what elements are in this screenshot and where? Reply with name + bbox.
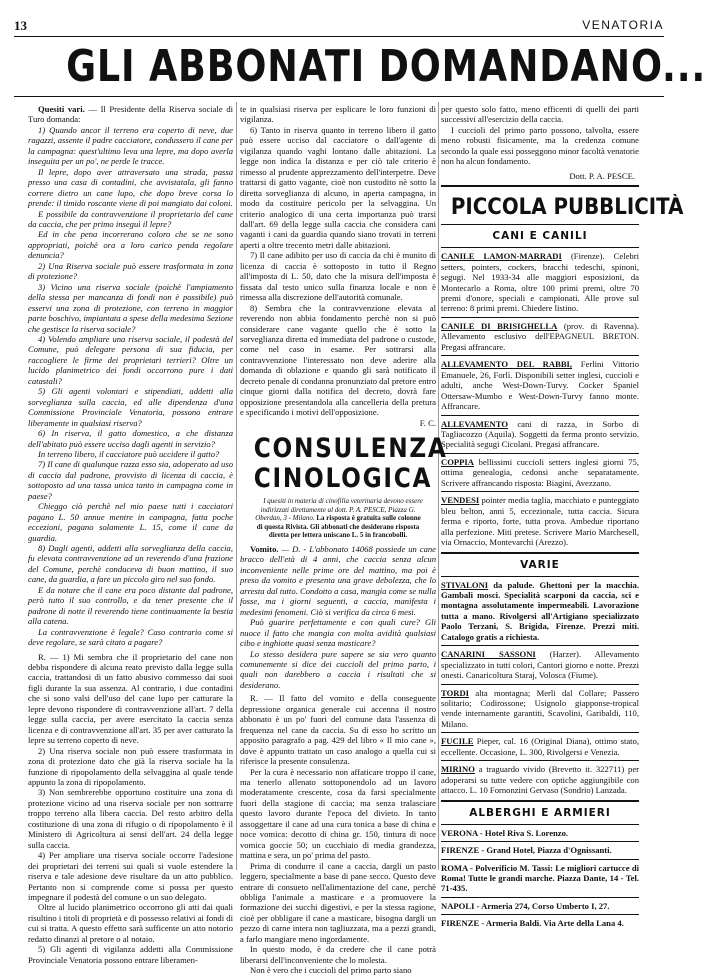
column-2	[240, 104, 448, 976]
classifieds-varie	[441, 580, 639, 796]
question-paragraph: 8) Dagli agenti, addetti alla sorveglianza della caccia, fu elevata contravvenzione ad un reverendo d'una frazione del Comune, perchè conduceva di buon mattino, il suo cane, da guardia, a fare un piccolo giro nel suo fondo.	[28, 543, 233, 585]
title-rule	[14, 96, 664, 97]
classifieds-alberghi	[441, 828, 639, 929]
question-paragraph: 1) Quando ancor il terreno era coperto di neve, due ragazzi, assente il padre cacciatore, condussero il cane per la campagna: quest'ultimo leva una lepre, ma dopo averla inseguita per un po', ne perde le tracce.	[28, 124, 233, 167]
question-paragraph: 7) Il cane di qualunque razza esso sia, adoperato ad uso di caccia dal padrone, provvisto di licenza di caccia, è sottoposto ad una tassa unica tanto in campagna come in paese?	[28, 459, 233, 501]
answer-list	[28, 652, 233, 966]
classified-ad: FIRENZE - Armeria Baldi. Via Arte della Lana 4.	[441, 918, 624, 929]
section-rule	[441, 552, 639, 554]
question-text: — D. - L'abbonato 14068 possiede un cane bracco dell'età di 4 anni, che caccia senza alcun inconveniente nelle prime ore del mattino, ma poi è preso da vomito e presenta una grave debolezza, che lo arresta dal tutto. Condotto a casa, mangia come se nulla fosse, ma i giorni seguenti, a caccia, manifesta i medesimi fenomeni. Ciò si verifica da circa 6 mesi.	[240, 544, 436, 617]
question-lead: Quesiti vari.	[38, 104, 85, 114]
section-rule	[441, 185, 639, 187]
question-paragraph: 3) Vicino una riserva sociale (poichè l'ampiamento della stessa per mancanza di fondi non è possibile) può esservi una zona di protezione, con terreno in maggior parte boschivo, impiantata a spese della medesima Sezione che gestisce la riserva sociale?	[28, 281, 233, 334]
answer-paragraph: Per la cura è necessario non affaticare troppo il cane, ma tenerlo allenato sottoponendolo ad un lavoro moderatamente crescente, cosa da farsi specialmente fuori della stagione di caccia; ma senza tralasciare questo lavoro durante l'epoca del divieto. In tanto assoggettare il cane ad una cura tonica a base di china e noce vomica: decotto di china gr. 150, tintura di noce vomica goccie 50; un cucchiaio di media grandezza, mattina e sera, un po' prima del pasto.	[240, 766, 436, 861]
classified-ad: ROMA - Polverificio M. Tassi: Le migliori cartucce di Roma! Tutte le grandi marche. Piazza Dante, 14 - Tel. 71-435.	[441, 862, 639, 894]
question-paragraph: Il lepre, dopo aver attraversato una strada, passa presso una casa di contadini, che avvistatala, gli fanno correre dietro un cane lupo, che dopo breve corsa lo prende: il timido roscante viene di poi mangiato dai coloni.	[28, 166, 233, 209]
classified-ad: FIRENZE - Grand Hotel, Piazza d'Ognissanti.	[441, 845, 612, 856]
question-paragraph: Lo stesso desidera pure sapere se sia vero quanto comunemente si dice dei cuccioli del primo parto, i quali non darebbero a caccia i risultati che si desiderano.	[240, 648, 436, 690]
consulenza-heading	[240, 433, 448, 540]
answer-paragraph: I cuccioli del primo parto possono, talvolta, essere meno robusti fisicamente, ma la credenza comune secondo la quale essi posseggono minor facoltà venatorie non ha alcun fondamento.	[441, 124, 639, 167]
question-paragraph: 6) In riserva, il gatto domestico, a che distanza dell'abitato può essere ucciso dagli agenti in servizio?	[28, 428, 233, 449]
section-heading-alberghi: ALBERGHI E ARMIERI	[469, 806, 611, 819]
answer-paragraph: R. — 1) Mi sembra che il proprietario del cane non debba rispondere di alcuna reato previsto dalla legge sulla caccia, trattandosi di un fatto abusivo commesso dai suoi figli durante la sua assenza. Al contrario, i due contadini che si sono valsi dell'uso del cane lupo per catturare la lepre devono rispondere di contravvenzione all'art. 7 della legge sulla caccia, per avere esercitato la caccia senza licenza e di contravvenzione all'art. 35 per aver catturato la lepre su terreno coperto di neve.	[28, 651, 233, 746]
classified-ad: VENDESI pointer media taglia, macchiato e punteggiato bleu belton, anni 5, eccezionale, tutta caccia. Sicura ferma e riporto, forte, tutta prova. Ambedue riportano alla perfezione. Miti pretese. Scrivere Mario Marchesell, via Ornaccio, Montevarchi (Arezzo).	[441, 495, 639, 548]
classified-ad: MIRINO a traguardo vivido (Brevetto it. 322711) per adoperarsi su tutte vedere con optiche aggiungibile con attacco. L. 10 Fornonzini Gervaso (Sondrio) Lanzada.	[441, 764, 639, 796]
answer-paragraph: 5) Gli agenti di vigilanza addetti alla Commissione Provinciale Venatoria possono entrare liberamen-	[28, 944, 233, 965]
question-paragraph: Ed in che pena incorrerano coloro che se ne sono appropriati, poichè ora a loro carico penda regolare denuncia?	[28, 229, 233, 261]
answer-paragraph: te in qualsiasi riserva per esplicare le loro funzioni di vigilanza.	[240, 104, 436, 125]
column-3	[441, 104, 684, 929]
answer-paragraph: Prima di condurre il cane a caccia, dargli un pasto leggero, specialmente a base di pane secco. Questo deve entrare di consueto nell'alimentazione del cane, perchè obbliga l'animale a masticare e a promuovere la formazione dei succhi digestivi, e per la stessa ragione, cioè per obbligare il cane a masticare, bisogna dargli un pezzo di carne intera non tagliuzzata, ma a pezzi grandi, a farlo mangiare meno ingordamente.	[240, 860, 436, 944]
question-list	[28, 125, 233, 648]
answer-paragraph: per questo solo fatto, meno efficenti di quelli dei parti successivi all'esercizio della caccia.	[441, 104, 639, 125]
section-rule	[441, 800, 639, 802]
column-divider	[438, 102, 439, 870]
classified-ad: CANILE LAMON-MARRADI (Firenze). Celebri setters, pointers, cockers, bracchi tedeschi, spinoni, segugi. Nel 1933-34 alle maggiori esposizioni, da Montecarlo a Roma, oltre 100 primi premi, oltre 70 premi d'onore, speciali e campionati. Alle prove sul terreno: 8 primi premi. Chiedere listino.	[441, 251, 639, 314]
question-paragraph: Può guarire perfettamente e con quali cure? Gli nuoce il fatto che mangia con molta avidità qualsiasi cibo e inghiotte quasi senza masticare?	[240, 617, 436, 649]
section-heading-cani: CANI E CANILI	[492, 230, 588, 243]
consulenza-note: I quesiti in materia di cinofilia veterinaria devono essere indirizzati direttamente al dott. P. A. PESCE, Piazza G. Oberdan, 3 - Milano. La risposta è gratuita sulle colonne di questa Rivista. Gli abbonati che desiderano risposta diretta per lettera uniscano L. 5 in francobolli.	[255, 497, 423, 540]
classifieds-title: PICCOLA PUBBLICITÀ	[450, 195, 684, 221]
answer-paragraph: In questo modo, è da credere che il cane potrà liberarsi dell'inconveniente che lo molesta.	[240, 944, 436, 965]
magazine-name: VENATORIA	[582, 18, 664, 32]
signature: Dott. P. A. PESCE.	[569, 170, 635, 181]
question-paragraph: La contravvenzione è legale? Caso contrario come si deve regolare, se sarà citato a pagare?	[28, 626, 233, 648]
question-paragraph: E possibile da contravvenzione il proprietario del cane da caccia, che per primo inseguì il lepre?	[28, 208, 233, 229]
question-intro: — Il Presidente della Riserva sociale di Turo domanda:	[28, 104, 234, 125]
page-number: 13	[14, 18, 27, 33]
header-rule	[14, 36, 664, 37]
classified-ad: VERONA - Hotel Riva S. Lorenzo.	[441, 827, 569, 838]
page-title: GLI ABBONATI DOMANDANO...	[66, 41, 706, 92]
section-rule	[441, 824, 639, 825]
column-1	[28, 104, 234, 965]
section-rule	[441, 247, 639, 248]
classified-ad: FUCILE Pieper, cal. 16 (Original Diana), ottimo stato, eccellente. Occasione, L. 300, Rivolgersi e Venezia.	[441, 736, 639, 757]
answer-paragraph: 7) Il cane adibito per uso di caccia da chi è munito di licenza di caccia è sottoposto in tutto il Regno all'imposta di L. 50, dato che la misura dell'imposta è fissata dal testo unico sulla finanza locale e non è rimessa alla discrezione dell'autorità comunale.	[240, 250, 436, 303]
column-divider	[236, 102, 237, 870]
classified-ad: CANILE DI BRISIGHELLA (prov. di Ravenna). Allevamento esclusivo dell'EPAGNEUL BRETON. Pregasi affrancare.	[441, 320, 640, 352]
question-paragraph: 2) Una Riserva sociale può essere trasformata in zona di protezione?	[28, 260, 233, 282]
answer-paragraph: 3) Non sembrerebbe opportuno costituire una zona di protezione vicino ad una riserva sociale per non sottrarre troppo terreno alla libera caccia. Del resto arbitro della costituzione di una zona di rifugio o di ripopolamento è il Ministero di Agricoltura ai sensi dell'art. 24 della legge sulla caccia.	[28, 787, 233, 850]
classified-ad: COPPIA bellissimi cuccioli setters inglesi giorni 75, ottima genealogia, cedonsi anche separatamente. Scrivere affrancando risposta: Biagini, Avezzano.	[441, 456, 639, 488]
consulenza-title-line: CINOLOGICA	[253, 463, 433, 495]
section-rule	[441, 576, 639, 577]
classified-ad: CANARINI SASSONI (Harzer). Allevamento specializzato in tutti colori, Cantori giorno e notte. Prezzi onesti. Canaricoltura Staraj, Volosca (Fiume).	[441, 649, 639, 681]
answer-paragraph: Oltre al lucido planimetrico occorrono gli atti dai quali risultino i titoli di proprietà e di possesso relativi ai fondi di cui si tratta. A questo effetto sarà sufficente un atto notorio redatto dinanzi al pretore o al notaio.	[28, 902, 233, 944]
question-paragraph: E da notare che il cane era poco distante dal padrone, però tutto il suo controllo, e da tener presente che il padrone di notte il reverendo tiene continuamente la bestia alla catena.	[28, 584, 233, 627]
answer-paragraph: 8) Sembra che la contravvenzione elevata al reverendo non abbia fondamento perchè non si può considerare cane vagante quello che è sotto la sorveglianza diretta ed immediata del padrone o custode, come nel caso in esame. Per sottrarsi alla contravvenzione l'interessato non deve aderire alla domanda di oblazione e quando gli sarà notificato il decreto penale di condanna pronunziato dal pretore entro cinque giorni dalla notifica del decreto, dovrà fare opposizione presentandola alla cancelleria della pretura e specificando i motivi dell'opposizione.	[240, 302, 436, 418]
section-rule	[441, 224, 639, 225]
question-paragraph: 5) Gli agenti volontari e stipendiati, addetti alla sorveglianza sulla caccia, ed alle dipendenza d'una Commissione Provinciale Venatoria, possono entrare liberamente in qualsiasi riserva?	[28, 386, 233, 428]
classified-ad: STIVALONI da palude. Ghettoni per la macchia. Gambali mosci. Specialità scarponi da caccia, sci e montagna assolutamente impermeabili. Lavorazione tutta a mano. Rivolgersi all'Artigiano specializzato Paolo Terzani, S. Brigida, Firenze. Prezzi miti. Catalogo gratis a richiesta.	[441, 579, 639, 642]
answer-paragraph: 2) Una riserva sociale non può essere trasformata in zona di protezione dato che già la riserva sociale ha la funzione di ripopolamento della selvaggina al quale tende appunto la zona di ripopolamento.	[28, 745, 233, 787]
question-paragraph: Chieggo ciò perchè nel mio paese tutti i cacciatori pagano L. 50 annue mentre in campagna, fatta poche eccezioni, pagano solamente L. 15, come il cane da guardia.	[28, 501, 233, 543]
consulenza-title-line: CONSULENZA	[253, 433, 448, 465]
answer-paragraph: R. — Il fatto del vomito e della conseguente depressione organica generale cui accenna il nostro abbonato è un po' fuori del comune data l'assenza di frequenza nel cane da caccia. Su di esso ho scritto un apposito paragrafo a pag. 429 del libro « Il mio cane », dove è appunto trattato un caso analogo a quella cui si riferisce la presente consulenza.	[240, 693, 436, 767]
running-header	[14, 18, 664, 34]
signature: F. C.	[419, 417, 436, 428]
answer-paragraph: 6) Tanto in riserva quanto in terreno libero il gatto può essere ucciso dal cacciatore o dall'agente di vigilanza quando vaghi lontano dalle abitazioni. La legge non indica la distanza e per ciò tale criterio è rimesso al prudente apprezzamento dell'interpetre. Deve trattarsi di gatto vagante, cioè non custodito nè sotto la diretta sorveglianza di alcuno, in aperta campagna, in modo da costituire pericolo per la selvaggina. Un criterio analogico di una certa importanza può trarsi dall'art. 69 della legge sulla caccia che considera cani vaganti i cani da guardia quando siano trovati in terreni aperti a oltre trecento metri dalle abitazioni.	[240, 124, 436, 250]
question-paragraph: In terreno libero, il cacciatore può uccidere il gatto?	[38, 448, 220, 459]
question-paragraph: 4) Volendo ampliare una riserva sociale, il podestà del Comune, può delegare persona di sua fiducia, per raccogliere le firme dei proprietari terrieri? Oltre un lucido planimetrico dei fondi occorrono pure i dati catastali?	[28, 333, 233, 386]
answer-paragraph: 4) Per ampliare una riserva sociale occorre l'adesione dei proprietari dei terreni sui quali si vuole estendere la riserva e tale adesione deve risultare da un atto pubblico. Pertanto non si comprende come si possa per questo impegnare il podestà del comune o un suo delegato.	[28, 850, 233, 902]
answer-paragraph: Non è vero che i cuccioli del primo parto siano	[250, 965, 412, 976]
question-lead: Vomito.	[250, 544, 279, 555]
classified-ad: TORDI alta montagna; Merli dal Collare; Passero solitario; Codirossone; Usignolo giapponse-tropical vende internamente garantiti, Scavolini, Garibaldi, 110, Milano.	[441, 687, 639, 729]
classified-ad: ALLEVAMENTO cani di razza, in Sorbo di Tagliacozzo (Aquila). Soggetti da ferma pronto servizio. Specialità segugi Cicolani. Pregasi affrancare.	[441, 418, 639, 450]
classified-ad: ALLEVAMENTO DEL RABBI, Ferlini Vittorio Emanuele, 26, Forlì. Disponibili setter inglesi, cuccioli e adulti, anche West-Down-Turvy. Cocker Spaniel Ottersaw-Mumbo e West-Down-Turvy fanno monte. Affrancare.	[441, 359, 639, 412]
section-heading-varie: VARIE	[520, 558, 560, 571]
classified-ad: NAPOLI - Armeria 274, Corso Umberto I, 27.	[441, 900, 610, 911]
classifieds-cani	[441, 251, 639, 547]
